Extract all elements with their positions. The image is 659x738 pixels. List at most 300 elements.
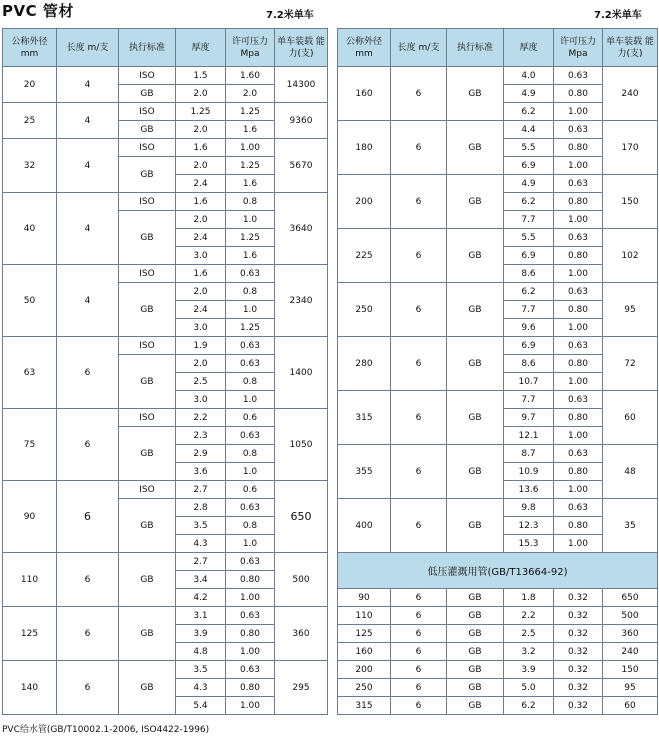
table-row xyxy=(338,607,658,625)
standard-cell: GB xyxy=(447,67,504,121)
header-row xyxy=(338,29,658,67)
pressure-cell: 0.8 xyxy=(226,445,275,463)
pressure-cell: 0.80 xyxy=(226,625,275,643)
thickness-cell: 3.9 xyxy=(176,625,226,643)
standard-cell: GB xyxy=(447,679,504,697)
pressure-cell: 0.80 xyxy=(554,409,603,427)
capacity-cell: 2340 xyxy=(275,265,328,337)
thickness-cell: 1.6 xyxy=(176,265,226,283)
pressure-cell: 0.80 xyxy=(554,139,603,157)
pressure-cell: 0.63 xyxy=(554,175,603,193)
thickness-cell: 2.5 xyxy=(176,373,226,391)
length-cell: 4 xyxy=(57,193,119,265)
length-cell: 6 xyxy=(57,661,119,715)
length-cell: 6 xyxy=(391,67,447,121)
pressure-cell: 0.63 xyxy=(226,355,275,373)
header-capacity: 单车装载 能力(支) xyxy=(275,29,328,67)
pressure-cell: 0.80 xyxy=(226,679,275,697)
length-cell: 4 xyxy=(57,265,119,337)
standard-cell: GB xyxy=(119,355,176,409)
pressure-cell: 1.00 xyxy=(226,139,275,157)
capacity-cell: 35 xyxy=(603,499,658,553)
standard-cell: GB xyxy=(447,391,504,445)
pressure-cell: 0.32 xyxy=(554,661,603,679)
length-cell: 6 xyxy=(391,121,447,175)
pressure-cell: 1.0 xyxy=(226,211,275,229)
outer-diameter-cell: 200 xyxy=(338,661,391,679)
header-pressure: 许可压力 Mpa xyxy=(226,29,275,67)
thickness-cell: 7.7 xyxy=(504,391,554,409)
thickness-cell: 8.7 xyxy=(504,445,554,463)
standard-cell: ISO xyxy=(119,337,176,355)
thickness-cell: 5.0 xyxy=(504,679,554,697)
outer-diameter-cell: 225 xyxy=(338,229,391,283)
pressure-cell: 0.80 xyxy=(554,193,603,211)
pressure-cell: 1.0 xyxy=(226,535,275,553)
pressure-cell: 2.0 xyxy=(226,85,275,103)
pressure-cell: 0.63 xyxy=(554,229,603,247)
outer-diameter-cell: 40 xyxy=(3,193,57,265)
pressure-cell: 0.80 xyxy=(554,517,603,535)
table-row xyxy=(3,481,328,499)
length-cell: 4 xyxy=(57,67,119,103)
outer-diameter-cell: 180 xyxy=(338,121,391,175)
pressure-cell: 0.63 xyxy=(226,661,275,679)
capacity-cell: 48 xyxy=(603,445,658,499)
pressure-cell: 1.25 xyxy=(226,103,275,121)
pressure-cell: 0.63 xyxy=(554,283,603,301)
standard-cell: ISO xyxy=(119,193,176,211)
length-cell: 6 xyxy=(57,481,119,553)
thickness-cell: 5.4 xyxy=(176,697,226,715)
low-pressure-section-row xyxy=(338,553,658,589)
outer-diameter-cell: 63 xyxy=(3,337,57,409)
pressure-cell: 1.00 xyxy=(554,103,603,121)
pressure-cell: 0.63 xyxy=(226,427,275,445)
pressure-cell: 0.6 xyxy=(226,409,275,427)
pressure-cell: 0.32 xyxy=(554,697,603,715)
pressure-cell: 0.32 xyxy=(554,589,603,607)
thickness-cell: 6.9 xyxy=(504,157,554,175)
table-row xyxy=(338,589,658,607)
thickness-cell: 2.4 xyxy=(176,301,226,319)
header-thickness: 厚度 xyxy=(504,29,554,67)
outer-diameter-cell: 315 xyxy=(338,391,391,445)
pressure-cell: 0.8 xyxy=(226,517,275,535)
pressure-cell: 0.63 xyxy=(554,499,603,517)
thickness-cell: 4.9 xyxy=(504,175,554,193)
pressure-cell: 1.00 xyxy=(554,427,603,445)
standard-cell: GB xyxy=(119,499,176,553)
length-cell: 6 xyxy=(391,175,447,229)
pressure-cell: 0.63 xyxy=(554,391,603,409)
pressure-cell: 1.25 xyxy=(226,157,275,175)
capacity-cell: 150 xyxy=(603,661,658,679)
thickness-cell: 2.2 xyxy=(504,607,554,625)
thickness-cell: 6.9 xyxy=(504,247,554,265)
table-row xyxy=(338,67,658,85)
capacity-cell: 14300 xyxy=(275,67,328,103)
thickness-cell: 2.4 xyxy=(176,175,226,193)
table-row xyxy=(338,391,658,409)
length-cell: 6 xyxy=(391,625,447,643)
table-row xyxy=(3,337,328,355)
thickness-cell: 6.2 xyxy=(504,697,554,715)
thickness-cell: 4.4 xyxy=(504,121,554,139)
thickness-cell: 10.7 xyxy=(504,373,554,391)
thickness-cell: 3.0 xyxy=(176,391,226,409)
pressure-cell: 0.80 xyxy=(554,301,603,319)
pressure-cell: 0.63 xyxy=(226,499,275,517)
capacity-cell: 72 xyxy=(603,337,658,391)
table-row xyxy=(338,121,658,139)
pressure-cell: 1.00 xyxy=(226,589,275,607)
thickness-cell: 2.8 xyxy=(176,499,226,517)
thickness-cell: 3.4 xyxy=(176,571,226,589)
pressure-cell: 0.8 xyxy=(226,193,275,211)
capacity-cell: 170 xyxy=(603,121,658,175)
outer-diameter-cell: 140 xyxy=(3,661,57,715)
thickness-cell: 4.2 xyxy=(176,589,226,607)
table-row xyxy=(3,103,328,121)
table-row xyxy=(3,67,328,85)
thickness-cell: 8.6 xyxy=(504,355,554,373)
thickness-cell: 6.2 xyxy=(504,283,554,301)
capacity-cell: 150 xyxy=(603,175,658,229)
standard-cell: GB xyxy=(447,607,504,625)
standard-cell: GB xyxy=(119,121,176,139)
thickness-cell: 1.6 xyxy=(176,193,226,211)
thickness-cell: 2.2 xyxy=(176,409,226,427)
pressure-cell: 1.0 xyxy=(226,463,275,481)
pressure-cell: 0.63 xyxy=(554,121,603,139)
table-row xyxy=(338,175,658,193)
length-cell: 6 xyxy=(57,409,119,481)
thickness-cell: 3.2 xyxy=(504,643,554,661)
pressure-cell: 0.32 xyxy=(554,643,603,661)
table-row xyxy=(338,697,658,715)
standard-cell: ISO xyxy=(119,481,176,499)
thickness-cell: 2.7 xyxy=(176,553,226,571)
table-row xyxy=(338,643,658,661)
thickness-cell: 3.0 xyxy=(176,247,226,265)
thickness-cell: 6.2 xyxy=(504,193,554,211)
header-row xyxy=(3,29,328,67)
table-row xyxy=(338,625,658,643)
length-cell: 6 xyxy=(391,391,447,445)
outer-diameter-cell: 125 xyxy=(3,607,57,661)
pressure-cell: 0.80 xyxy=(554,463,603,481)
table-row xyxy=(3,265,328,283)
thickness-cell: 3.5 xyxy=(176,661,226,679)
vehicle-note-left: 7.2米单车 xyxy=(266,10,314,21)
capacity-cell: 295 xyxy=(275,661,328,715)
table-row xyxy=(3,661,328,679)
outer-diameter-cell: 90 xyxy=(3,481,57,553)
table-row xyxy=(338,445,658,463)
pressure-cell: 1.6 xyxy=(226,121,275,139)
standard-cell: GB xyxy=(119,211,176,265)
outer-diameter-cell: 125 xyxy=(338,625,391,643)
length-cell: 6 xyxy=(391,283,447,337)
outer-diameter-cell: 50 xyxy=(3,265,57,337)
capacity-cell: 1400 xyxy=(275,337,328,409)
thickness-cell: 3.1 xyxy=(176,607,226,625)
length-cell: 6 xyxy=(391,445,447,499)
pvc-table-left xyxy=(2,28,328,715)
capacity-cell: 102 xyxy=(603,229,658,283)
thickness-cell: 4.0 xyxy=(504,67,554,85)
capacity-cell: 3640 xyxy=(275,193,328,265)
pressure-cell: 0.63 xyxy=(226,607,275,625)
standard-cell: GB xyxy=(447,661,504,679)
standard-cell: ISO xyxy=(119,67,176,85)
thickness-cell: 9.8 xyxy=(504,499,554,517)
standard-cell: GB xyxy=(447,337,504,391)
thickness-cell: 2.3 xyxy=(176,427,226,445)
thickness-cell: 9.7 xyxy=(504,409,554,427)
pressure-cell: 0.32 xyxy=(554,679,603,697)
pressure-cell: 1.25 xyxy=(226,229,275,247)
header-length: 长度 m/支 xyxy=(57,29,119,67)
pipe-standard-note: PVC给水管(GB/T10002.1-2006, ISO4422-1996) xyxy=(2,725,210,735)
pressure-cell: 0.63 xyxy=(554,67,603,85)
standard-cell: ISO xyxy=(119,103,176,121)
header-od: 公称外径 mm xyxy=(3,29,57,67)
outer-diameter-cell: 355 xyxy=(338,445,391,499)
standard-cell: GB xyxy=(447,445,504,499)
pressure-cell: 0.63 xyxy=(554,445,603,463)
outer-diameter-cell: 160 xyxy=(338,643,391,661)
table-row xyxy=(3,139,328,157)
outer-diameter-cell: 250 xyxy=(338,283,391,337)
thickness-cell: 9.6 xyxy=(504,319,554,337)
standard-cell: ISO xyxy=(119,265,176,283)
thickness-cell: 2.0 xyxy=(176,283,226,301)
length-cell: 6 xyxy=(391,661,447,679)
standard-cell: GB xyxy=(119,607,176,661)
pressure-cell: 1.00 xyxy=(226,643,275,661)
thickness-cell: 4.8 xyxy=(176,643,226,661)
pressure-cell: 1.0 xyxy=(226,301,275,319)
length-cell: 4 xyxy=(57,103,119,139)
standard-cell: GB xyxy=(119,427,176,481)
thickness-cell: 10.9 xyxy=(504,463,554,481)
length-cell: 6 xyxy=(57,607,119,661)
standard-cell: GB xyxy=(119,157,176,193)
table-row xyxy=(338,661,658,679)
table-row xyxy=(338,679,658,697)
thickness-cell: 6.9 xyxy=(504,337,554,355)
standard-cell: GB xyxy=(447,697,504,715)
pressure-cell: 1.6 xyxy=(226,175,275,193)
thickness-cell: 1.5 xyxy=(176,67,226,85)
table-row xyxy=(3,607,328,625)
pressure-cell: 0.32 xyxy=(554,625,603,643)
pressure-cell: 1.00 xyxy=(226,697,275,715)
outer-diameter-cell: 25 xyxy=(3,103,57,139)
outer-diameter-cell: 250 xyxy=(338,679,391,697)
capacity-cell: 60 xyxy=(603,697,658,715)
pressure-cell: 0.80 xyxy=(554,247,603,265)
thickness-cell: 15.3 xyxy=(504,535,554,553)
outer-diameter-cell: 90 xyxy=(338,589,391,607)
thickness-cell: 7.7 xyxy=(504,211,554,229)
thickness-cell: 12.3 xyxy=(504,517,554,535)
thickness-cell: 2.0 xyxy=(176,211,226,229)
table-row xyxy=(3,553,328,571)
pvc-table-right xyxy=(337,28,658,715)
outer-diameter-cell: 20 xyxy=(3,67,57,103)
thickness-cell: 3.6 xyxy=(176,463,226,481)
outer-diameter-cell: 110 xyxy=(338,607,391,625)
standard-cell: GB xyxy=(119,283,176,337)
thickness-cell: 2.0 xyxy=(176,355,226,373)
length-cell: 4 xyxy=(57,139,119,193)
header-length: 长度 m/支 xyxy=(391,29,447,67)
capacity-cell: 360 xyxy=(275,607,328,661)
header-capacity: 单车装载 能力(支) xyxy=(603,29,658,67)
thickness-cell: 12.1 xyxy=(504,427,554,445)
table-row xyxy=(338,283,658,301)
low-pressure-title: 低压灌溉用管(GB/T13664-92) xyxy=(338,553,658,589)
table-row xyxy=(338,337,658,355)
standard-cell: GB xyxy=(447,589,504,607)
capacity-cell: 9360 xyxy=(275,103,328,139)
length-cell: 6 xyxy=(391,697,447,715)
length-cell: 6 xyxy=(391,337,447,391)
standard-cell: GB xyxy=(447,175,504,229)
pressure-cell: 1.00 xyxy=(554,481,603,499)
thickness-cell: 1.8 xyxy=(504,589,554,607)
standard-cell: GB xyxy=(447,625,504,643)
thickness-cell: 2.0 xyxy=(176,121,226,139)
standard-cell: GB xyxy=(119,85,176,103)
outer-diameter-cell: 160 xyxy=(338,67,391,121)
capacity-cell: 650 xyxy=(603,589,658,607)
capacity-cell: 95 xyxy=(603,679,658,697)
thickness-cell: 3.0 xyxy=(176,319,226,337)
outer-diameter-cell: 75 xyxy=(3,409,57,481)
pressure-cell: 1.00 xyxy=(554,319,603,337)
standard-cell: GB xyxy=(447,499,504,553)
thickness-cell: 4.3 xyxy=(176,679,226,697)
header-od: 公称外径 mm xyxy=(338,29,391,67)
page-title: PVC 管材 xyxy=(2,2,74,20)
pressure-cell: 0.80 xyxy=(226,571,275,589)
pressure-cell: 1.00 xyxy=(554,157,603,175)
capacity-cell: 240 xyxy=(603,67,658,121)
length-cell: 6 xyxy=(391,499,447,553)
outer-diameter-cell: 280 xyxy=(338,337,391,391)
thickness-cell: 3.5 xyxy=(176,517,226,535)
thickness-cell: 7.7 xyxy=(504,301,554,319)
length-cell: 6 xyxy=(391,229,447,283)
outer-diameter-cell: 110 xyxy=(3,553,57,607)
standard-cell: ISO xyxy=(119,139,176,157)
length-cell: 6 xyxy=(57,337,119,409)
capacity-cell: 500 xyxy=(275,553,328,607)
header-standard: 执行标准 xyxy=(119,29,176,67)
pressure-cell: 0.63 xyxy=(226,337,275,355)
outer-diameter-cell: 32 xyxy=(3,139,57,193)
standard-cell: GB xyxy=(447,121,504,175)
standard-cell: GB xyxy=(447,283,504,337)
thickness-cell: 13.6 xyxy=(504,481,554,499)
pressure-cell: 1.00 xyxy=(554,373,603,391)
outer-diameter-cell: 315 xyxy=(338,697,391,715)
pressure-cell: 0.80 xyxy=(554,85,603,103)
table-row xyxy=(338,499,658,517)
capacity-cell: 360 xyxy=(603,625,658,643)
header-pressure: 许可压力 Mpa xyxy=(554,29,603,67)
length-cell: 6 xyxy=(391,589,447,607)
pressure-cell: 1.00 xyxy=(554,265,603,283)
standard-cell: ISO xyxy=(119,409,176,427)
thickness-cell: 8.6 xyxy=(504,265,554,283)
capacity-cell: 95 xyxy=(603,283,658,337)
length-cell: 6 xyxy=(391,607,447,625)
outer-diameter-cell: 400 xyxy=(338,499,391,553)
pressure-cell: 0.63 xyxy=(554,337,603,355)
thickness-cell: 1.25 xyxy=(176,103,226,121)
thickness-cell: 1.9 xyxy=(176,337,226,355)
thickness-cell: 1.6 xyxy=(176,139,226,157)
standard-cell: GB xyxy=(119,661,176,715)
length-cell: 6 xyxy=(391,643,447,661)
pressure-cell: 0.32 xyxy=(554,607,603,625)
capacity-cell: 5670 xyxy=(275,139,328,193)
pressure-cell: 1.6 xyxy=(226,247,275,265)
pressure-cell: 0.63 xyxy=(226,265,275,283)
thickness-cell: 5.5 xyxy=(504,139,554,157)
thickness-cell: 2.7 xyxy=(176,481,226,499)
thickness-cell: 6.2 xyxy=(504,103,554,121)
pressure-cell: 0.63 xyxy=(226,553,275,571)
pressure-cell: 1.60 xyxy=(226,67,275,85)
thickness-cell: 2.0 xyxy=(176,157,226,175)
capacity-cell: 650 xyxy=(275,481,328,553)
header-standard: 执行标准 xyxy=(447,29,504,67)
pressure-cell: 0.80 xyxy=(554,355,603,373)
pressure-cell: 1.0 xyxy=(226,391,275,409)
thickness-cell: 2.0 xyxy=(176,85,226,103)
table-row xyxy=(338,229,658,247)
thickness-cell: 4.9 xyxy=(504,85,554,103)
length-cell: 6 xyxy=(391,679,447,697)
length-cell: 6 xyxy=(57,553,119,607)
thickness-cell: 2.9 xyxy=(176,445,226,463)
pressure-cell: 1.00 xyxy=(554,211,603,229)
standard-cell: GB xyxy=(447,229,504,283)
thickness-cell: 2.4 xyxy=(176,229,226,247)
capacity-cell: 240 xyxy=(603,643,658,661)
pressure-cell: 0.8 xyxy=(226,373,275,391)
standard-cell: GB xyxy=(447,643,504,661)
pressure-cell: 1.25 xyxy=(226,319,275,337)
thickness-cell: 5.5 xyxy=(504,229,554,247)
capacity-cell: 60 xyxy=(603,391,658,445)
thickness-cell: 4.3 xyxy=(176,535,226,553)
capacity-cell: 500 xyxy=(603,607,658,625)
standard-cell: GB xyxy=(119,553,176,607)
table-row xyxy=(3,193,328,211)
header-thickness: 厚度 xyxy=(176,29,226,67)
pressure-cell: 0.8 xyxy=(226,283,275,301)
thickness-cell: 2.5 xyxy=(504,625,554,643)
capacity-cell: 1050 xyxy=(275,409,328,481)
pressure-cell: 1.00 xyxy=(554,535,603,553)
